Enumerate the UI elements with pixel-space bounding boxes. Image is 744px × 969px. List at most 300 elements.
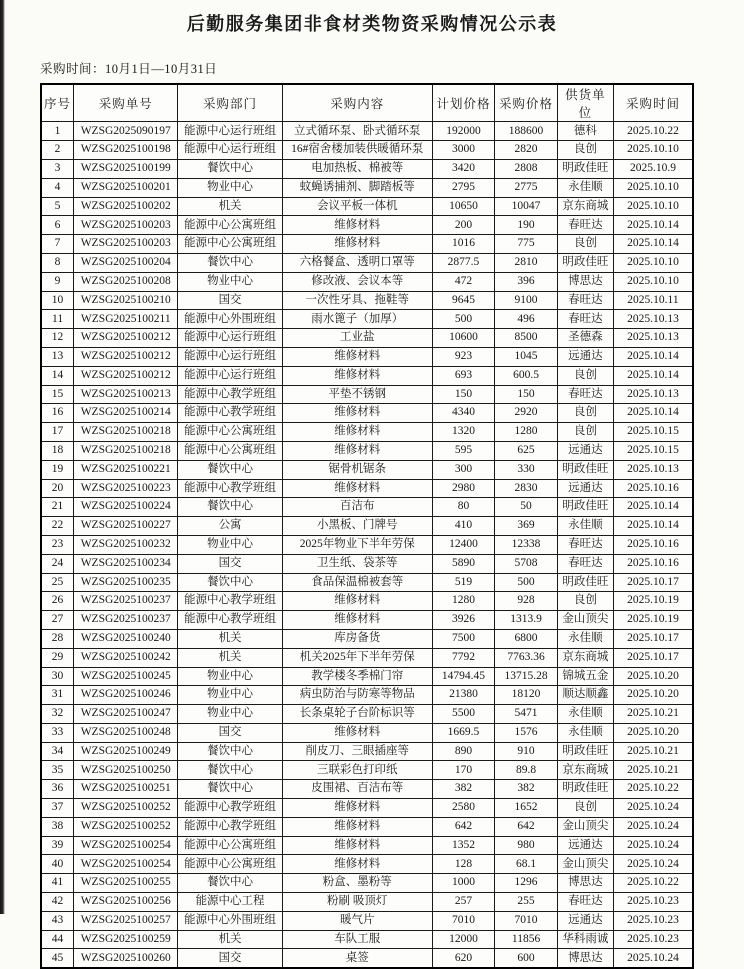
- table-cell: 能源中心教学班组: [178, 385, 282, 404]
- table-cell: WZSG2025100254: [74, 855, 178, 874]
- table-cell: 餐饮中心: [178, 498, 282, 517]
- table-cell: 396: [495, 272, 558, 291]
- table-cell: 2025.10.16: [613, 554, 693, 573]
- table-cell: 维修材料: [282, 611, 432, 630]
- table-cell: 44: [41, 930, 74, 949]
- table-cell: 170: [432, 761, 495, 780]
- table-cell: 六格餐盒、透明口罩等: [282, 253, 432, 272]
- table-cell: 257: [432, 893, 495, 912]
- table-cell: 远通达: [557, 836, 613, 855]
- table-cell: 良创: [557, 423, 613, 442]
- table-cell: WZSG2025100246: [74, 686, 178, 705]
- table-row: [41, 329, 693, 348]
- table-cell: 2808: [495, 159, 558, 178]
- table-row: [41, 441, 693, 460]
- table-row: [41, 235, 693, 254]
- table-cell: 500: [495, 573, 558, 592]
- table-cell: 18: [41, 441, 74, 460]
- table-cell: 500: [432, 310, 495, 329]
- table-row: [41, 611, 693, 630]
- table-cell: 食品保温棉被套等: [282, 573, 432, 592]
- table-cell: 80: [432, 498, 495, 517]
- table-cell: 餐饮中心: [178, 780, 282, 799]
- table-cell: 1280: [432, 592, 495, 611]
- table-cell: 12000: [432, 930, 495, 949]
- table-cell: 病虫防治与防寒等物品: [282, 686, 432, 705]
- table-cell: 餐饮中心: [178, 761, 282, 780]
- table-cell: 机关: [178, 648, 282, 667]
- table-cell: 45: [41, 949, 74, 968]
- table-cell: 5471: [495, 705, 558, 724]
- table-row: [41, 592, 693, 611]
- table-cell: WZSG2025090197: [74, 122, 178, 141]
- table-row: [41, 460, 693, 479]
- table-cell: WZSG2025100249: [74, 742, 178, 761]
- table-cell: 永佳顺: [557, 178, 613, 197]
- table-cell: 38: [41, 817, 74, 836]
- table-cell: 2980: [432, 479, 495, 498]
- table-cell: 128: [432, 855, 495, 874]
- table-cell: WZSG2025100202: [74, 197, 178, 216]
- table-cell: WZSG2025100245: [74, 667, 178, 686]
- table-cell: 削皮刀、三眼插座等: [282, 742, 432, 761]
- table-cell: WZSG2025100251: [74, 780, 178, 799]
- table-cell: 能源中心公寓班组: [178, 423, 282, 442]
- table-cell: WZSG2025100214: [74, 404, 178, 423]
- table-cell: 19: [41, 460, 74, 479]
- column-header: 序号: [41, 84, 74, 122]
- table-cell: 维修材料: [282, 366, 432, 385]
- table-row: [41, 742, 693, 761]
- table-cell: 4: [41, 178, 74, 197]
- table-cell: 642: [495, 817, 558, 836]
- table-cell: 1352: [432, 836, 495, 855]
- table-row: [41, 141, 693, 160]
- table-cell: 150: [495, 385, 558, 404]
- table-row: [41, 554, 693, 573]
- table-cell: 2025.10.16: [613, 479, 693, 498]
- table-cell: 维修材料: [282, 817, 432, 836]
- table-cell: 能源中心运行班组: [178, 329, 282, 348]
- table-cell: 7763.36: [495, 648, 558, 667]
- table-cell: 2025.10.15: [613, 423, 693, 442]
- table-cell: 2025.10.22: [613, 780, 693, 799]
- table-cell: 1000: [432, 874, 495, 893]
- table-cell: 25: [41, 573, 74, 592]
- table-cell: 410: [432, 517, 495, 536]
- table-body: [41, 122, 693, 968]
- table-cell: WZSG2025100242: [74, 648, 178, 667]
- table-row: [41, 723, 693, 742]
- table-cell: 1296: [495, 874, 558, 893]
- procurement-table: [40, 83, 694, 969]
- table-cell: 11856: [495, 930, 558, 949]
- table-cell: 永佳顺: [557, 723, 613, 742]
- table-cell: 餐饮中心: [178, 742, 282, 761]
- table-cell: WZSG2025100252: [74, 799, 178, 818]
- table-cell: 928: [495, 592, 558, 611]
- table-cell: 519: [432, 573, 495, 592]
- table-cell: 博思达: [557, 874, 613, 893]
- table-cell: 10047: [495, 197, 558, 216]
- table-cell: 博思达: [557, 272, 613, 291]
- table-cell: 餐饮中心: [178, 573, 282, 592]
- table-cell: 192000: [432, 122, 495, 141]
- table-cell: 34: [41, 742, 74, 761]
- table-cell: 修改液、会议本等: [282, 272, 432, 291]
- table-cell: 远通达: [557, 911, 613, 930]
- table-cell: 皮围裙、百洁布等: [282, 780, 432, 799]
- table-row: [41, 874, 693, 893]
- table-cell: 物业中心: [178, 686, 282, 705]
- table-cell: 10650: [432, 197, 495, 216]
- table-cell: 3: [41, 159, 74, 178]
- table-cell: 2025.10.13: [613, 460, 693, 479]
- table-cell: 2025.10.14: [613, 366, 693, 385]
- table-cell: 2025.10.19: [613, 592, 693, 611]
- table-cell: 2025.10.10: [613, 141, 693, 160]
- table-cell: 粉刷 吸顶灯: [282, 893, 432, 912]
- table-cell: WZSG2025100234: [74, 554, 178, 573]
- table-row: [41, 836, 693, 855]
- table-cell: 12400: [432, 535, 495, 554]
- table-cell: 21: [41, 498, 74, 517]
- table-cell: 2025.10.10: [613, 197, 693, 216]
- table-cell: 2025.10.24: [613, 799, 693, 818]
- table-cell: 2025.10.13: [613, 385, 693, 404]
- table-cell: 595: [432, 441, 495, 460]
- table-cell: 远通达: [557, 479, 613, 498]
- table-row: [41, 122, 693, 141]
- table-cell: 7010: [495, 911, 558, 930]
- table-cell: 2025.10.22: [613, 874, 693, 893]
- table-cell: 2025.10.17: [613, 648, 693, 667]
- table-cell: 物业中心: [178, 705, 282, 724]
- table-cell: 2025.10.24: [613, 817, 693, 836]
- table-row: [41, 535, 693, 554]
- table-cell: 粉盒、墨粉等: [282, 874, 432, 893]
- table-row: [41, 216, 693, 235]
- table-cell: 明政佳旺: [557, 460, 613, 479]
- table-cell: 1320: [432, 423, 495, 442]
- table-cell: 维修材料: [282, 799, 432, 818]
- table-cell: WZSG2025100223: [74, 479, 178, 498]
- table-row: [41, 930, 693, 949]
- table-cell: 43: [41, 911, 74, 930]
- table-cell: 良创: [557, 404, 613, 423]
- table-cell: 1652: [495, 799, 558, 818]
- table-cell: 4340: [432, 404, 495, 423]
- table-cell: 2025.10.10: [613, 253, 693, 272]
- table-cell: 三联彩色打印纸: [282, 761, 432, 780]
- table-cell: 2025.10.14: [613, 498, 693, 517]
- table-cell: 1669.5: [432, 723, 495, 742]
- table-cell: 锯骨机锯条: [282, 460, 432, 479]
- table-cell: 2830: [495, 479, 558, 498]
- table-cell: 2025.10.20: [613, 723, 693, 742]
- table-cell: 明政佳旺: [557, 573, 613, 592]
- table-cell: 国交: [178, 554, 282, 573]
- table-cell: 春旺达: [557, 310, 613, 329]
- table-cell: 17: [41, 423, 74, 442]
- table-row: [41, 366, 693, 385]
- table-row: [41, 178, 693, 197]
- table-cell: 能源中心运行班组: [178, 347, 282, 366]
- table-row: [41, 911, 693, 930]
- table-row: [41, 817, 693, 836]
- table-cell: WZSG2025100203: [74, 216, 178, 235]
- table-cell: WZSG2025100248: [74, 723, 178, 742]
- table-cell: 物业中心: [178, 535, 282, 554]
- table-cell: 雨水篦子（加厚）: [282, 310, 432, 329]
- column-header: 采购时间: [613, 84, 693, 122]
- table-cell: 2025.10.10: [613, 272, 693, 291]
- table-cell: WZSG2025100237: [74, 592, 178, 611]
- table-cell: 一次性牙具、拖鞋等: [282, 291, 432, 310]
- table-cell: 3000: [432, 141, 495, 160]
- table-cell: 博思达: [557, 949, 613, 968]
- table-cell: 机关: [178, 629, 282, 648]
- table-cell: 餐饮中心: [178, 159, 282, 178]
- table-cell: 2025.10.23: [613, 893, 693, 912]
- table-cell: 京东商城: [557, 761, 613, 780]
- table-row: [41, 780, 693, 799]
- table-cell: 车队工服: [282, 930, 432, 949]
- table-cell: 锦城五金: [557, 667, 613, 686]
- table-row: [41, 272, 693, 291]
- table-cell: WZSG2025100252: [74, 817, 178, 836]
- table-cell: 明政佳旺: [557, 253, 613, 272]
- table-cell: 公寓: [178, 517, 282, 536]
- table-cell: WZSG2025100210: [74, 291, 178, 310]
- column-header: 供货单位: [557, 84, 613, 122]
- table-cell: 圣德森: [557, 329, 613, 348]
- table-cell: 2025.10.21: [613, 761, 693, 780]
- table-row: [41, 799, 693, 818]
- table-cell: 7: [41, 235, 74, 254]
- table-cell: 2025.10.14: [613, 235, 693, 254]
- table-cell: 长条桌轮子台阶标识等: [282, 705, 432, 724]
- table-cell: WZSG2025100237: [74, 611, 178, 630]
- table-cell: 维修材料: [282, 592, 432, 611]
- table-cell: WZSG2025100255: [74, 874, 178, 893]
- table-cell: WZSG2025100254: [74, 836, 178, 855]
- table-cell: WZSG2025100213: [74, 385, 178, 404]
- table-cell: WZSG2025100211: [74, 310, 178, 329]
- table-cell: 2025.10.10: [613, 178, 693, 197]
- table-cell: 能源中心公寓班组: [178, 836, 282, 855]
- table-cell: 能源中心教学班组: [178, 479, 282, 498]
- table-cell: 餐饮中心: [178, 460, 282, 479]
- table-cell: 2025.10.21: [613, 742, 693, 761]
- table-cell: 国交: [178, 949, 282, 968]
- table-row: [41, 253, 693, 272]
- table-cell: 50: [495, 498, 558, 517]
- table-cell: 255: [495, 893, 558, 912]
- table-cell: 16: [41, 404, 74, 423]
- table-cell: 2025.10.21: [613, 705, 693, 724]
- table-cell: WZSG2025100201: [74, 178, 178, 197]
- table-cell: 明政佳旺: [557, 498, 613, 517]
- table-cell: 10: [41, 291, 74, 310]
- table-cell: 2025.10.19: [613, 611, 693, 630]
- table-cell: WZSG2025100218: [74, 423, 178, 442]
- table-cell: 能源中心公寓班组: [178, 216, 282, 235]
- table-cell: 8500: [495, 329, 558, 348]
- table-cell: 2920: [495, 404, 558, 423]
- table-cell: 39: [41, 836, 74, 855]
- table-cell: 春旺达: [557, 893, 613, 912]
- table-cell: 2580: [432, 799, 495, 818]
- table-cell: 36: [41, 780, 74, 799]
- table-cell: 6800: [495, 629, 558, 648]
- table-cell: 2025.10.13: [613, 310, 693, 329]
- table-cell: 春旺达: [557, 385, 613, 404]
- table-cell: 德科: [557, 122, 613, 141]
- table-cell: 能源中心运行班组: [178, 141, 282, 160]
- table-cell: 7500: [432, 629, 495, 648]
- scan-edge-artifact: [0, 0, 5, 914]
- table-cell: 890: [432, 742, 495, 761]
- table-cell: 2025年物业下半年劳保: [282, 535, 432, 554]
- table-cell: 能源中心公寓班组: [178, 235, 282, 254]
- table-cell: 远通达: [557, 441, 613, 460]
- table-cell: 15: [41, 385, 74, 404]
- table-cell: 良创: [557, 235, 613, 254]
- table-cell: 35: [41, 761, 74, 780]
- table-cell: WZSG2025100227: [74, 517, 178, 536]
- table-cell: 良创: [557, 592, 613, 611]
- table-row: [41, 667, 693, 686]
- table-cell: 能源中心公寓班组: [178, 855, 282, 874]
- table-cell: 41: [41, 874, 74, 893]
- table-cell: 维修材料: [282, 235, 432, 254]
- table-cell: 明政佳旺: [557, 742, 613, 761]
- table-row: [41, 385, 693, 404]
- column-header: 采购部门: [178, 84, 282, 122]
- table-cell: 维修材料: [282, 404, 432, 423]
- table-cell: 10600: [432, 329, 495, 348]
- table-cell: 卫生纸、袋茶等: [282, 554, 432, 573]
- table-cell: 立式循环泵、卧式循环泵: [282, 122, 432, 141]
- table-row: [41, 159, 693, 178]
- table-cell: 能源中心运行班组: [178, 122, 282, 141]
- table-cell: 642: [432, 817, 495, 836]
- table-cell: 2820: [495, 141, 558, 160]
- table-cell: 382: [432, 780, 495, 799]
- table-cell: 2025.10.9: [613, 159, 693, 178]
- table-cell: 3926: [432, 611, 495, 630]
- table-cell: 平垫不锈钢: [282, 385, 432, 404]
- table-cell: 物业中心: [178, 667, 282, 686]
- table-cell: 2795: [432, 178, 495, 197]
- table-cell: WZSG2025100199: [74, 159, 178, 178]
- table-cell: 维修材料: [282, 479, 432, 498]
- table-cell: WZSG2025100257: [74, 911, 178, 930]
- table-row: [41, 310, 693, 329]
- table-cell: WZSG2025100208: [74, 272, 178, 291]
- table-cell: 2025.10.17: [613, 573, 693, 592]
- table-cell: 775: [495, 235, 558, 254]
- table-cell: 2025.10.24: [613, 949, 693, 968]
- table-cell: 电加热板、棉被等: [282, 159, 432, 178]
- table-cell: 1313.9: [495, 611, 558, 630]
- table-cell: 2877.5: [432, 253, 495, 272]
- table-cell: 7792: [432, 648, 495, 667]
- table-cell: 能源中心公寓班组: [178, 441, 282, 460]
- table-cell: 9645: [432, 291, 495, 310]
- table-cell: 华科雨诚: [557, 930, 613, 949]
- table-cell: 23: [41, 535, 74, 554]
- table-cell: 国交: [178, 723, 282, 742]
- table-row: [41, 893, 693, 912]
- table-cell: 能源中心教学班组: [178, 592, 282, 611]
- table-cell: 1576: [495, 723, 558, 742]
- table-cell: 能源中心外围班组: [178, 911, 282, 930]
- table-cell: 2775: [495, 178, 558, 197]
- column-header: 计划价格: [432, 84, 495, 122]
- table-cell: 26: [41, 592, 74, 611]
- table-cell: 200: [432, 216, 495, 235]
- table-cell: 维修材料: [282, 441, 432, 460]
- table-cell: 2025.10.20: [613, 667, 693, 686]
- table-cell: 28: [41, 629, 74, 648]
- table-cell: 7010: [432, 911, 495, 930]
- table-row: [41, 291, 693, 310]
- table-cell: 明政佳旺: [557, 159, 613, 178]
- table-row: [41, 498, 693, 517]
- table-row: [41, 629, 693, 648]
- table-cell: 2025.10.24: [613, 836, 693, 855]
- table-cell: 2025.10.15: [613, 441, 693, 460]
- table-cell: 13: [41, 347, 74, 366]
- table-cell: 5890: [432, 554, 495, 573]
- table-cell: 餐饮中心: [178, 253, 282, 272]
- table-cell: 维修材料: [282, 855, 432, 874]
- table-cell: 14794.45: [432, 667, 495, 686]
- table-cell: 5708: [495, 554, 558, 573]
- table-row: [41, 347, 693, 366]
- table-cell: 金山顶尖: [557, 611, 613, 630]
- table-cell: 2025.10.20: [613, 686, 693, 705]
- column-header: 采购价格: [495, 84, 558, 122]
- table-cell: 16#宿舍楼加装供暖循环泵: [282, 141, 432, 160]
- table-cell: 32: [41, 705, 74, 724]
- table-cell: 能源中心教学班组: [178, 611, 282, 630]
- table-cell: WZSG2025100232: [74, 535, 178, 554]
- table-cell: 京东商城: [557, 197, 613, 216]
- table-cell: WZSG2025100259: [74, 930, 178, 949]
- table-cell: 300: [432, 460, 495, 479]
- table-cell: WZSG2025100235: [74, 573, 178, 592]
- table-cell: 金山顶尖: [557, 817, 613, 836]
- table-cell: 620: [432, 949, 495, 968]
- table-cell: 1016: [432, 235, 495, 254]
- table-cell: 980: [495, 836, 558, 855]
- table-cell: 13715.28: [495, 667, 558, 686]
- table-cell: 472: [432, 272, 495, 291]
- table-cell: 2025.10.16: [613, 535, 693, 554]
- table-cell: 40: [41, 855, 74, 874]
- table-cell: 2025.10.14: [613, 347, 693, 366]
- table-cell: 3420: [432, 159, 495, 178]
- table-cell: 库房备货: [282, 629, 432, 648]
- table-cell: 20: [41, 479, 74, 498]
- table-cell: 923: [432, 347, 495, 366]
- table-cell: 22: [41, 517, 74, 536]
- table-cell: 顺达顺鑫: [557, 686, 613, 705]
- table-cell: 2025.10.14: [613, 404, 693, 423]
